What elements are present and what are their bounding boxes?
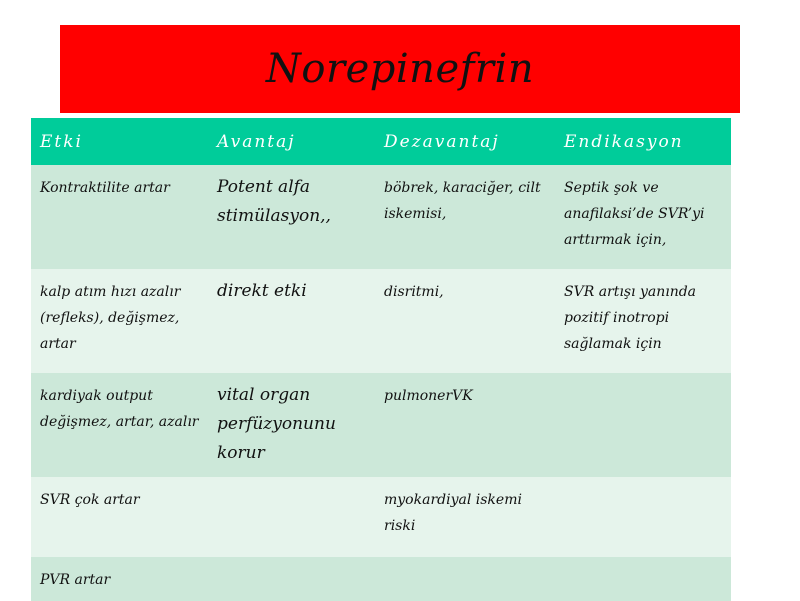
table-row [31, 269, 731, 373]
slide-title: Norepinefrin [265, 46, 535, 92]
table-cell-endikasyon: SVR artışı yanında pozitif inotropi sağlamak için [564, 284, 697, 352]
table-cell-endikasyon [555, 373, 731, 477]
table-cell-dezavantaj: pulmonerVK [384, 388, 473, 404]
table-cell-etki: Kontraktilite artar [40, 180, 170, 196]
header-dezavantaj: Dezavantaj [384, 131, 500, 152]
table-cell-etki: kardiyak output değişmez, artar, azalır [40, 388, 199, 430]
table-cell-dezavantaj: disritmi, [384, 284, 444, 300]
table-cell-dezavantaj: myokardiyal iskemi riski [384, 492, 522, 534]
table-row [31, 373, 731, 477]
table-row [31, 477, 731, 557]
drug-table [31, 118, 731, 601]
table-row [31, 165, 731, 269]
table-cell-etki: PVR artar [40, 572, 111, 588]
header-avantaj: Avantaj [217, 131, 296, 152]
table-cell-dezavantaj [375, 557, 555, 601]
header-endikasyon: Endikasyon [564, 131, 684, 152]
table-cell-dezavantaj: böbrek, karaciğer, cilt iskemisi, [384, 180, 541, 222]
table-cell-avantaj: Potent alfa stimülasyon,, [217, 177, 331, 226]
table-cell-endikasyon: Septik şok ve anafilaksi’de SVR’yi arttırmak için, [564, 180, 705, 248]
header-etki: Etki [40, 131, 83, 152]
table-cell-avantaj: vital organ perfüzyonunu korur [217, 385, 336, 463]
table-header-row [31, 118, 731, 165]
table-row [31, 557, 731, 601]
table-cell-etki: kalp atım hızı azalır (refleks), değişmez, artar [40, 284, 181, 352]
title-banner [60, 25, 740, 113]
table-cell-endikasyon [555, 477, 731, 557]
table-cell-avantaj [208, 477, 375, 557]
table-cell-avantaj: direkt etki [217, 281, 307, 301]
table-cell-endikasyon [555, 557, 731, 601]
table-cell-etki: SVR çok artar [40, 492, 140, 508]
table-cell-avantaj [208, 557, 375, 601]
